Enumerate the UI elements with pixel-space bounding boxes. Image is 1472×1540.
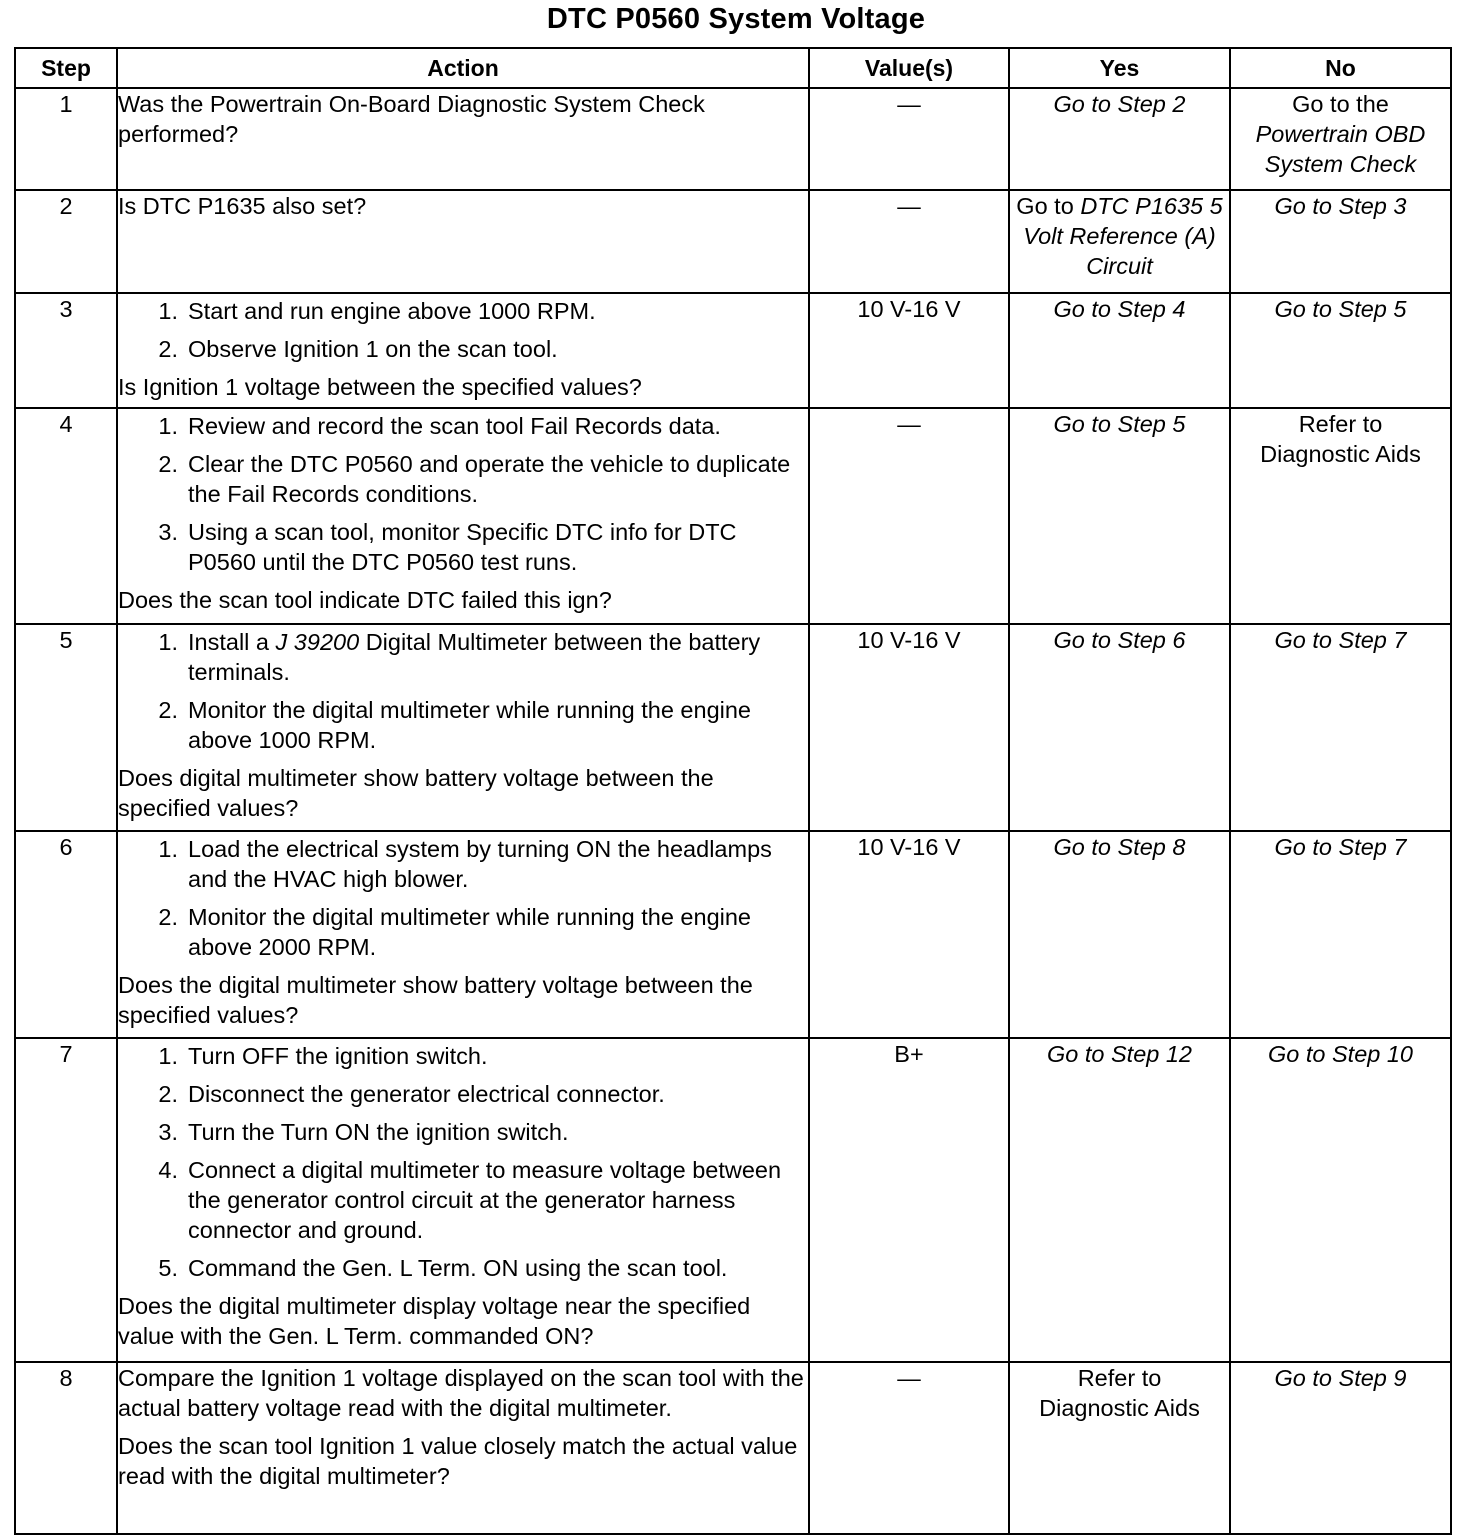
yes-link[interactable]: Go to Step 12 bbox=[1046, 1041, 1193, 1068]
action-cell bbox=[117, 408, 809, 623]
yes-cell bbox=[1009, 88, 1230, 190]
yes-cell bbox=[1009, 624, 1230, 831]
no-link[interactable]: Go to Step 7 bbox=[1274, 626, 1407, 653]
no-cell bbox=[1230, 408, 1451, 623]
yes-link[interactable]: Go to Step 8 bbox=[1053, 834, 1186, 861]
list-item: 5. Command the Gen. L Term. ON using the scan tool. bbox=[158, 1255, 728, 1282]
no-cell bbox=[1230, 293, 1451, 408]
no-link[interactable]: Diagnostic Aids bbox=[1260, 441, 1421, 468]
list-item: 1. Turn OFF the ignition switch. bbox=[158, 1043, 488, 1070]
table-row bbox=[15, 1362, 1451, 1534]
yes-link[interactable]: Go to Step 5 bbox=[1053, 411, 1186, 438]
action-steps bbox=[118, 296, 808, 364]
no-link[interactable]: Powertrain OBD System Check bbox=[1255, 121, 1426, 177]
step-number: 7 bbox=[15, 1038, 117, 1361]
document-title: DTC P0560 System Voltage bbox=[546, 3, 926, 35]
value-cell: — bbox=[809, 88, 1009, 190]
value-cell: B+ bbox=[809, 1038, 1009, 1361]
list-item: 3. Turn the Turn ON the ignition switch. bbox=[158, 1119, 569, 1146]
yes-link[interactable]: Go to Step 4 bbox=[1053, 296, 1186, 323]
action-question: Does the scan tool Ignition 1 value closely match the actual value read with the digital multimeter? bbox=[118, 1432, 798, 1489]
action-question: Was the Powertrain On-Board Diagnostic System Check performed? bbox=[118, 91, 705, 147]
action-steps bbox=[118, 411, 808, 577]
action-cell bbox=[117, 1038, 809, 1361]
list-item: 3. Using a scan tool, monitor Specific DTC info for DTC P0560 until the DTC P0560 test runs. bbox=[158, 519, 737, 576]
yes-link[interactable]: Go to Step 2 bbox=[1053, 91, 1186, 117]
value-cell: — bbox=[809, 408, 1009, 623]
header-action: Action bbox=[117, 48, 809, 88]
list-item: 2. Disconnect the generator electrical connector. bbox=[158, 1081, 665, 1108]
action-cell bbox=[117, 1362, 809, 1534]
action-cell bbox=[117, 88, 809, 190]
no-link[interactable]: Go to Step 7 bbox=[1274, 834, 1407, 861]
no-text: Refer to bbox=[1298, 411, 1383, 438]
action-question: Is DTC P1635 also set? bbox=[118, 193, 367, 220]
yes-cell bbox=[1009, 1362, 1230, 1534]
action-cell bbox=[117, 293, 809, 408]
list-item: 1. Load the electrical system by turning ON the headlamps and the HVAC high blower. bbox=[158, 836, 772, 893]
header-no: No bbox=[1230, 48, 1451, 88]
no-link[interactable]: Go to Step 9 bbox=[1274, 1364, 1407, 1391]
yes-cell bbox=[1009, 408, 1230, 623]
header-values: Value(s) bbox=[809, 48, 1009, 88]
no-cell bbox=[1230, 831, 1451, 1038]
list-item: 1. Review and record the scan tool Fail Records data. bbox=[158, 413, 721, 440]
table-row bbox=[15, 624, 1451, 831]
tool-number: J 39200 bbox=[275, 628, 360, 655]
action-cell bbox=[117, 190, 809, 293]
yes-link[interactable]: Diagnostic Aids bbox=[1039, 1394, 1200, 1421]
list-item: 2. Clear the DTC P0560 and operate the vehicle to duplicate the Fail Records conditions. bbox=[158, 451, 791, 508]
yes-cell bbox=[1009, 831, 1230, 1038]
action-question: Does digital multimeter show battery voltage between the specified values? bbox=[118, 764, 714, 821]
step-number: 5 bbox=[15, 624, 117, 831]
no-link[interactable]: Go to Step 10 bbox=[1267, 1041, 1414, 1068]
list-item: 1. Start and run engine above 1000 RPM. bbox=[158, 298, 596, 325]
no-cell bbox=[1230, 88, 1451, 190]
table-row bbox=[15, 88, 1451, 190]
no-cell bbox=[1230, 190, 1451, 293]
no-cell bbox=[1230, 1362, 1451, 1534]
list-item: 1. Install a J 39200 Digital Multimeter between the battery terminals. bbox=[158, 628, 761, 685]
no-cell bbox=[1230, 624, 1451, 831]
step-number: 3 bbox=[15, 293, 117, 408]
action-instruction: Compare the Ignition 1 voltage displayed on the scan tool with the actual battery voltage read with the digital multimeter. bbox=[118, 1364, 804, 1421]
step-number: 2 bbox=[15, 190, 117, 293]
list-item: 2. Observe Ignition 1 on the scan tool. bbox=[158, 336, 558, 363]
step-number: 8 bbox=[15, 1362, 117, 1534]
action-cell bbox=[117, 624, 809, 831]
table-row bbox=[15, 831, 1451, 1038]
yes-link[interactable]: DTC P1635 5 Volt Reference (A) Circuit bbox=[1023, 193, 1223, 280]
action-cell bbox=[117, 831, 809, 1038]
value-cell: — bbox=[809, 1362, 1009, 1534]
action-steps bbox=[118, 1041, 808, 1283]
yes-text: Refer to bbox=[1077, 1364, 1162, 1391]
action-question: Does the scan tool indicate DTC failed this ign? bbox=[118, 587, 612, 614]
action-question: Is Ignition 1 voltage between the specified values? bbox=[118, 374, 642, 401]
table-row bbox=[15, 293, 1451, 408]
table-row bbox=[15, 1038, 1451, 1361]
no-cell bbox=[1230, 1038, 1451, 1361]
list-item: 2. Monitor the digital multimeter while running the engine above 2000 RPM. bbox=[158, 904, 752, 961]
action-question: Does the digital multimeter display voltage near the specified value with the Gen. L Term. commanded ON? bbox=[118, 1293, 751, 1350]
table-row bbox=[15, 190, 1451, 293]
value-cell: 10 V-16 V bbox=[809, 293, 1009, 408]
yes-link[interactable]: Go to Step 6 bbox=[1053, 626, 1186, 653]
no-link[interactable]: Go to Step 5 bbox=[1274, 296, 1407, 323]
no-link[interactable]: Go to Step 3 bbox=[1274, 193, 1407, 220]
value-cell: 10 V-16 V bbox=[809, 624, 1009, 831]
table-row bbox=[15, 408, 1451, 623]
table-header-row bbox=[15, 48, 1451, 88]
list-item: 2. Monitor the digital multimeter while running the engine above 1000 RPM. bbox=[158, 696, 752, 753]
header-yes: Yes bbox=[1009, 48, 1230, 88]
diagnostic-table bbox=[14, 47, 1452, 1535]
action-steps bbox=[118, 627, 808, 755]
step-number: 1 bbox=[15, 88, 117, 190]
list-item: 4. Connect a digital multimeter to measure voltage between the generator control circuit at the generator harness connector and ground. bbox=[158, 1157, 782, 1244]
action-steps bbox=[118, 834, 808, 962]
step-number: 6 bbox=[15, 831, 117, 1038]
step-number: 4 bbox=[15, 408, 117, 623]
no-text: Go to the bbox=[1292, 91, 1389, 117]
value-cell: 10 V-16 V bbox=[809, 831, 1009, 1038]
yes-cell bbox=[1009, 190, 1230, 293]
yes-cell bbox=[1009, 293, 1230, 408]
yes-text: Go to bbox=[1016, 193, 1081, 220]
value-cell: — bbox=[809, 190, 1009, 293]
yes-cell bbox=[1009, 1038, 1230, 1361]
header-step: Step bbox=[15, 48, 117, 88]
action-question: Does the digital multimeter show battery voltage between the specified values? bbox=[118, 972, 753, 1029]
